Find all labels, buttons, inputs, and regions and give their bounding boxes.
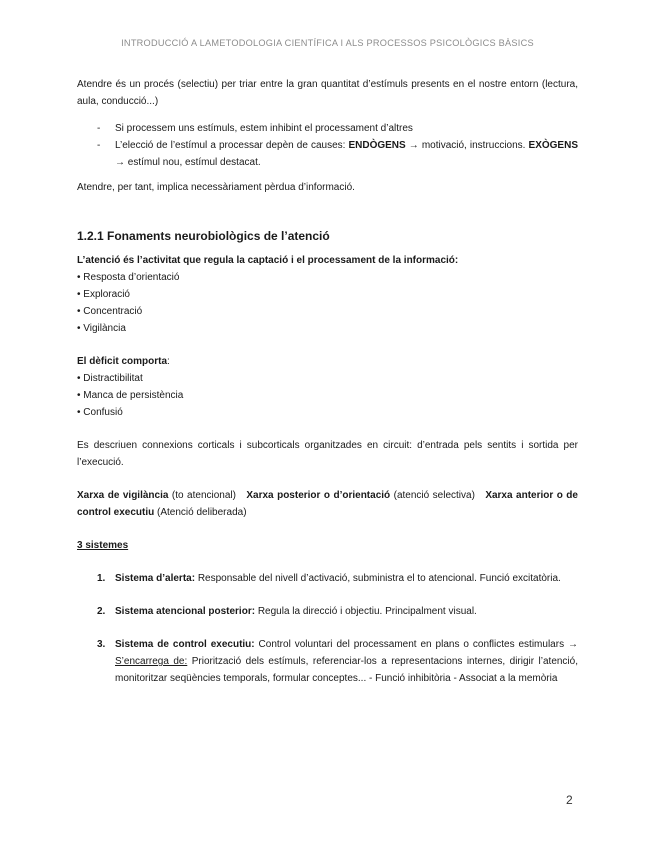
system-item: 1. Sistema d’alerta: Responsable del nivell d’activació, subministra el to atencional. Funció excitatòria.: [97, 573, 561, 584]
encarrega-label: S’encarrega de:: [115, 656, 188, 667]
attention-list: [77, 269, 578, 337]
list-item: • Confusió: [77, 404, 578, 421]
networks-paragraph: Xarxa de vigilància (to atencional) Xarxa posterior o d’orientació (atenció selectiva) Xarxa anterior o de control executiu (Atenció deliberada): [77, 490, 581, 518]
intro-paragraph: Atendre és un procés (selectiu) per triar entre la gran quantitat d’estímuls presents en el nostre entorn (lectura, aula, conducció...): [77, 79, 578, 107]
list-item: • Manca de persistència: [77, 387, 578, 404]
dash-item: - L’elecció de l’estímul a processar depèn de causes: ENDÒGENS → motivació, instruccions. EXÒGENS → estímul nou, estímul destacat.: [77, 137, 578, 171]
system-item: 2. Sistema atencional posterior: Regula la direcció i objectiu. Principalment visual.: [97, 606, 477, 617]
list-item: • Distractibilitat: [77, 370, 578, 387]
conclusion-paragraph: Atendre, per tant, implica necessàriament pèrdua d’informació.: [77, 182, 355, 193]
systems-heading: 3 sistemes: [77, 540, 129, 551]
deficit-list: [77, 370, 578, 421]
system-item: 3. Sistema de control executiu: Control voluntari del processament en plans o conflictes estimulars → S’encarrega de: Priorització dels estímuls, referenciar-los a representacions internes, dirigir l’atenció, monitoritzar seqüències temporals, formular conceptes... - Funció inhibitòria - Associat a la memòria: [97, 639, 578, 684]
exogens-term: EXÒGENS: [528, 140, 578, 151]
list-item: • Vigilància: [77, 320, 578, 337]
page-number: 2: [566, 793, 573, 807]
running-header: INTRODUCCIÓ A LAMETODOLOGIA CIENTÍFICA I ALS PROCESSOS PSICOLÒGICS BÀSICS: [121, 38, 534, 48]
deficit-heading: El dèficit comporta:: [77, 356, 170, 367]
systems-list: [77, 570, 578, 687]
list-item: • Resposta d’orientació: [77, 269, 578, 286]
connections-paragraph: Es descriuen connexions corticals i subcorticals organitzades en circuit: d’entrada pels sentits i sortida per l’execució.: [77, 440, 578, 468]
page-content: [77, 76, 581, 703]
endogens-term: ENDÒGENS: [348, 140, 406, 151]
section-title: 1.2.1 Fonaments neurobiològics de l’atenció: [77, 229, 330, 243]
dash-list: [77, 120, 578, 171]
dash-item: - Si processem uns estímuls, estem inhibint el processament d’altres: [77, 120, 578, 137]
list-item: • Concentració: [77, 303, 578, 320]
list-item: • Exploració: [77, 286, 578, 303]
attention-definition: L’atenció és l’activitat que regula la captació i el processament de la informació:: [77, 255, 459, 266]
